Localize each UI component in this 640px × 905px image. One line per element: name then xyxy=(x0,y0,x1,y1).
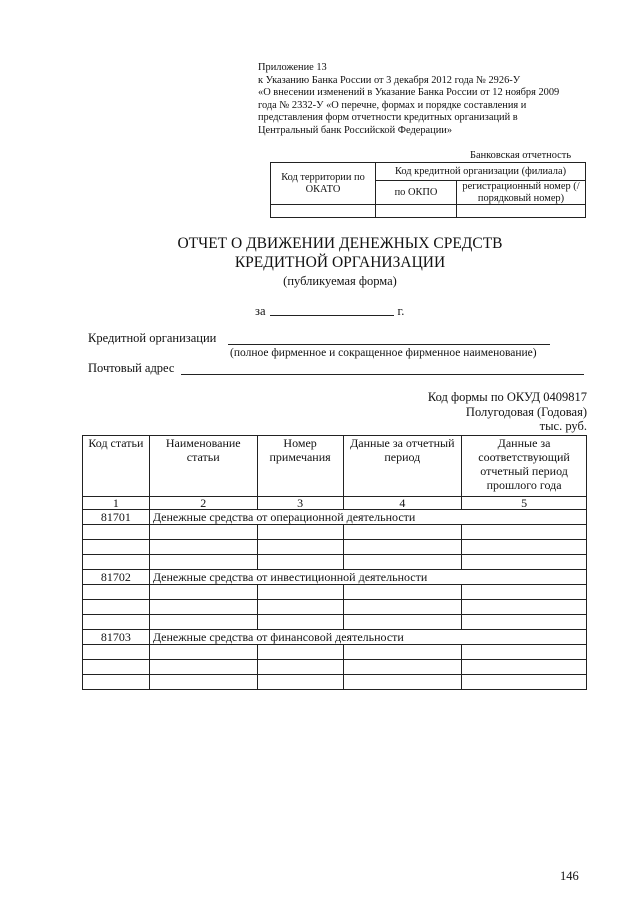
header-previous-period: Данные за соответствующий отчетный период прошлого года xyxy=(462,436,587,497)
address-label: Почтовый адрес xyxy=(88,361,175,375)
okud-form-code: Код формы по ОКУД 0409817 xyxy=(427,390,587,404)
header-current-period: Данные за отчетный период xyxy=(343,436,462,497)
section-code: 81703 xyxy=(83,630,150,645)
credit-org-code-header: Код кредитной организации (филиала) xyxy=(376,163,586,181)
appendix-note xyxy=(258,62,588,138)
table-row xyxy=(83,615,587,630)
table-row xyxy=(83,555,587,570)
table-row xyxy=(83,645,587,660)
section-code: 81702 xyxy=(83,570,150,585)
reg-number-header: регистрационный номер (/порядковый номер) xyxy=(457,181,586,205)
report-title-line2: КРЕДИТНОЙ ОРГАНИЗАЦИИ xyxy=(234,254,446,271)
period-line xyxy=(255,303,404,319)
okato-cell xyxy=(271,205,376,218)
cash-flow-table xyxy=(82,435,587,690)
okato-header: Код территории по ОКАТО xyxy=(271,163,376,205)
appendix-line: Центральный банк Российской Федерации» xyxy=(258,124,453,136)
period-suffix: г. xyxy=(397,304,405,318)
units-label: тыс. руб. xyxy=(539,419,587,433)
appendix-line: года № 2332-У «О перечне, формах и порядке составления и xyxy=(258,99,527,111)
reg-number-cell xyxy=(457,205,586,218)
column-number: 1 xyxy=(83,497,150,510)
report-title-line1: ОТЧЕТ О ДВИЖЕНИИ ДЕНЕЖНЫХ СРЕДСТВ xyxy=(177,235,503,252)
header-code: Код статьи xyxy=(83,436,150,497)
bank-reporting-label: Банковская отчетность xyxy=(470,150,572,161)
period-prefix: за xyxy=(255,304,266,318)
column-number: 3 xyxy=(257,497,343,510)
okpo-header: по ОКПО xyxy=(376,181,457,205)
page-number: 146 xyxy=(560,869,579,883)
org-label: Кредитной организации xyxy=(88,331,217,345)
appendix-line: Приложение 13 xyxy=(258,62,327,73)
header-note-number: Номер примечания xyxy=(257,436,343,497)
section-name: Денежные средства от финансовой деятельности xyxy=(149,630,586,645)
appendix-line: представления форм отчетности кредитных организаций в xyxy=(258,112,518,124)
section-row xyxy=(83,510,587,525)
column-number: 5 xyxy=(462,497,587,510)
section-row xyxy=(83,570,587,585)
period-type: Полугодовая (Годовая) xyxy=(465,405,587,419)
column-number: 2 xyxy=(149,497,257,510)
table-row xyxy=(83,540,587,555)
org-name-note: (полное фирменное и сокращенное фирменное наименование) xyxy=(230,347,537,359)
report-subtitle: (публикуемая форма) xyxy=(283,274,397,288)
table-row xyxy=(83,675,587,690)
okpo-cell xyxy=(376,205,457,218)
section-code: 81701 xyxy=(83,510,150,525)
address-blank xyxy=(181,374,584,375)
org-name-blank xyxy=(228,344,550,345)
period-blank xyxy=(270,303,394,316)
appendix-line: к Указанию Банка России от 3 декабря 2012 года № 2926-У xyxy=(258,74,521,86)
header-name: Наименование статьи xyxy=(149,436,257,497)
codes-table xyxy=(270,162,586,218)
column-number-row xyxy=(83,497,587,510)
section-name: Денежные средства от инвестиционной деятельности xyxy=(149,570,586,585)
table-header-row xyxy=(83,436,587,497)
table-row xyxy=(83,600,587,615)
table-row xyxy=(83,585,587,600)
section-row xyxy=(83,630,587,645)
section-name: Денежные средства от операционной деятельности xyxy=(149,510,586,525)
table-row xyxy=(83,660,587,675)
column-number: 4 xyxy=(343,497,462,510)
table-row xyxy=(83,525,587,540)
appendix-line: «О внесении изменений в Указание Банка России от 12 ноября 2009 xyxy=(258,87,560,99)
